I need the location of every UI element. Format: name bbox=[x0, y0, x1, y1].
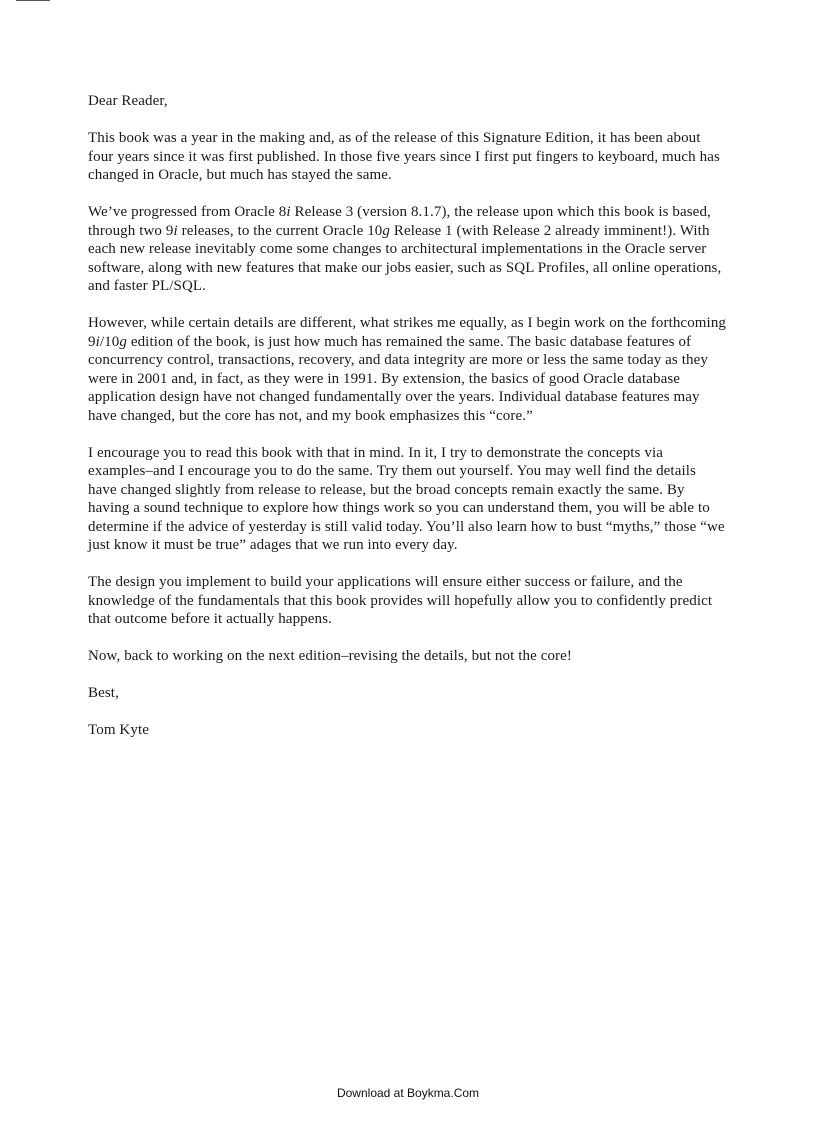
greeting: Dear Reader, bbox=[88, 93, 168, 109]
paragraph-encourage: I encourage you to read this book with that in mind. In it, I try to demonstrate the concepts via examples–and I encourage you to do the same. Try them out yourself. You may well find the details have changed slightly from release to release, but the broad concepts remain exactly the same. By having a sound technique to explore how things work so you can understand them, you will be able to determine if the advice of yesterday is still valid today. You’ll also learn how to bust “myths,” those “we just know it must be true” adages that we run into every day. bbox=[88, 444, 725, 553]
text-run: However, while certain details are different, what strikes me equally, as I begin work on the forthcoming 9 bbox=[88, 315, 727, 350]
italic-g: g bbox=[382, 222, 391, 239]
text-run: Release 1 (with Release 2 already imminent!). With each new release inevitably come some changes to architectural implementations in the Oracle server software, along with new features that make our jobs easier, such as SQL Profiles, all online operations, and faster PL/SQL. bbox=[88, 222, 722, 294]
italic-g: g bbox=[119, 333, 127, 350]
italic-i: i bbox=[286, 204, 291, 220]
text-run: We’ve progressed from Oracle 8 bbox=[88, 204, 287, 220]
paragraph-versions bbox=[88, 203, 728, 296]
text-run: Release 3 (version 8.1.7), the release upon which this book is based, through two 9 bbox=[88, 204, 711, 239]
letter-body bbox=[88, 92, 728, 758]
paragraph-next-edition: Now, back to working on the next edition–revising the details, but not the core! bbox=[88, 648, 573, 664]
text-run: /10 bbox=[99, 333, 120, 350]
text-run: releases, to the current Oracle 10 bbox=[177, 222, 383, 239]
paragraph-core bbox=[88, 314, 728, 425]
italic-i: i bbox=[173, 222, 178, 239]
italic-i: i bbox=[95, 333, 100, 350]
footer-download-note: Download at Boykma.Com bbox=[336, 1086, 480, 1100]
signoff: Best, bbox=[88, 685, 119, 701]
paragraph-design: The design you implement to build your applications will ensure either success or failure, and the knowledge of the fundamentals that this book provides will hopefully allow you to confidently predict that outcome before it actually happens. bbox=[88, 574, 713, 627]
text-run: edition of the book, is just how much has remained the same. The basic database features of concurrency control, transactions, recovery, and data integrity are more or less the same today as they were in 2001 and, in fact, as they were in 1991. By extension, the basics of good Oracle database application design have not changed fundamentally over the years. Individual database features may have changed, but the core has not, and my book emphasizes this “core.” bbox=[88, 333, 708, 424]
paragraph-intro: This book was a year in the making and, as of the release of this Signature Edition, it has been about four years since it was first published. In those five years since I first put fingers to keyboard, much has changed in Oracle, but much has stayed the same. bbox=[88, 130, 720, 183]
signature: Tom Kyte bbox=[88, 722, 149, 738]
top-rule bbox=[16, 0, 50, 1]
